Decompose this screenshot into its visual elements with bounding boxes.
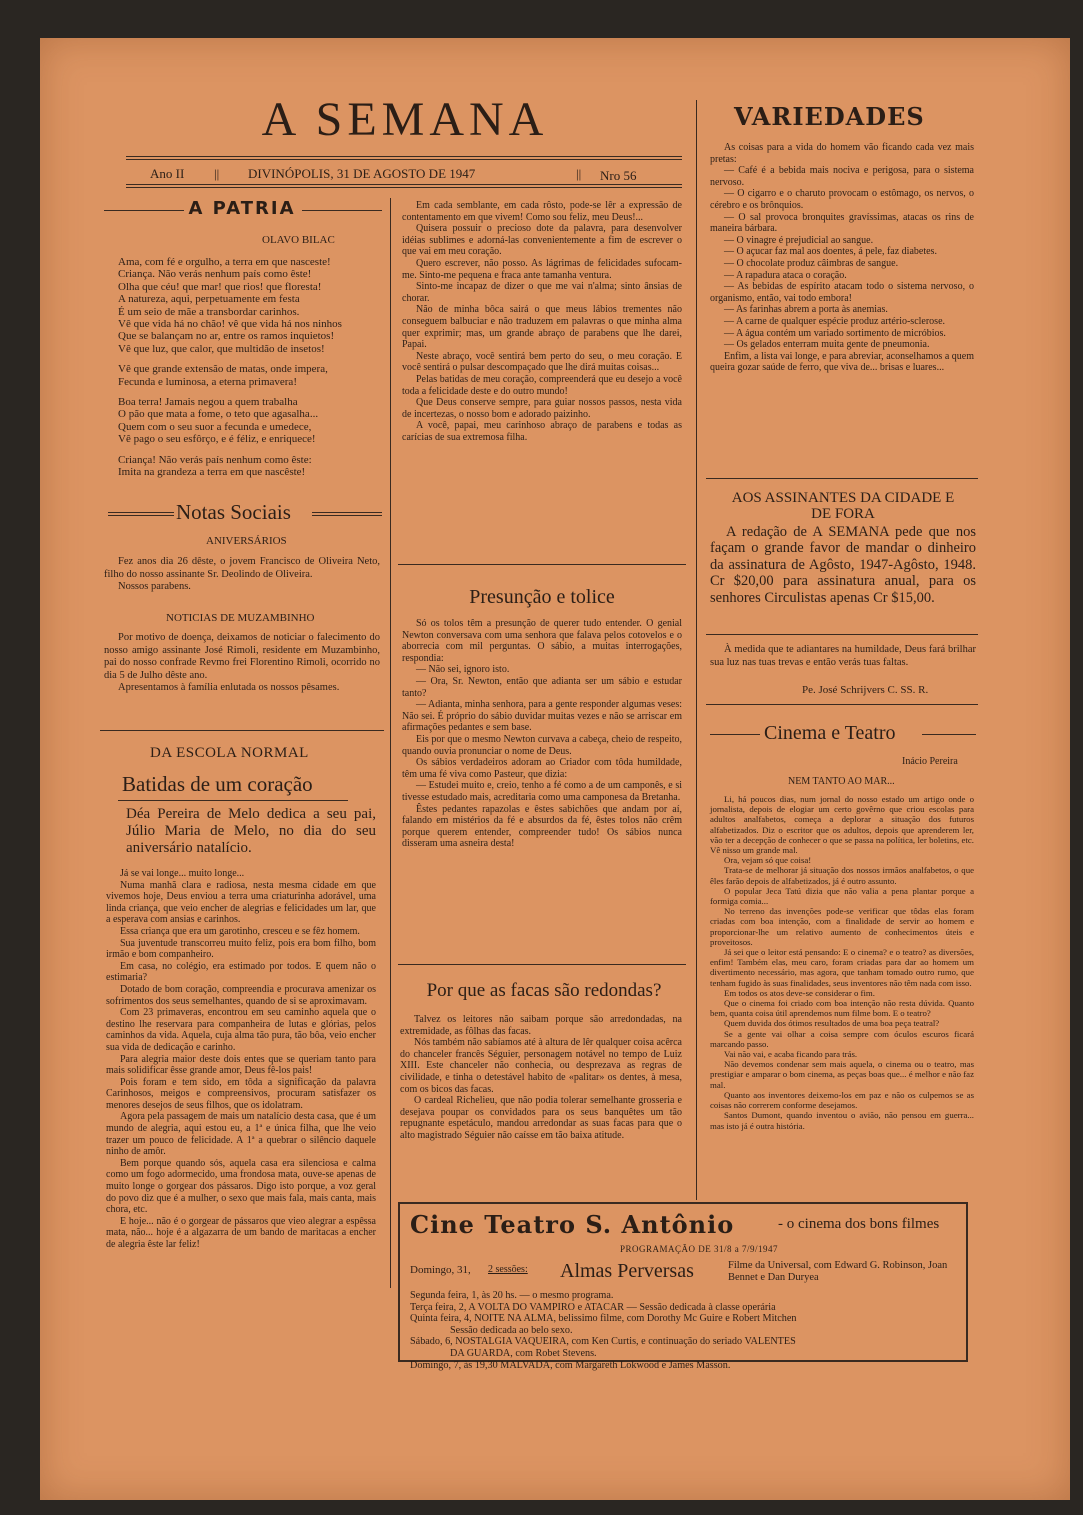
section-rule bbox=[398, 564, 686, 565]
assinantes-quote: À medida que te adiantares na humildade, Deus fará brilhar sua luz nas tuas trevas e então verás tuas faltas. bbox=[710, 644, 976, 668]
escola-dedication: Déa Pereira de Melo dedica a seu pai, Júlio Maria de Melo, no dia do seu aniversário natalício. bbox=[126, 806, 376, 856]
cinema-body bbox=[710, 794, 974, 1131]
masthead-divider: || bbox=[576, 166, 582, 181]
variedades-paragraph: — A carne de qualquer espécie produz artério-sclerose. bbox=[724, 315, 946, 327]
continuation-paragraph: Quisera possuir o precioso dote da palavra, para desenvolver idéias sublimes e adorná-las convenientemente a fim de escrever o que vai em meu coração. bbox=[402, 223, 682, 258]
facas-title: Por que as facas são redondas? bbox=[426, 980, 662, 1001]
cine-ad-box bbox=[398, 1202, 968, 1371]
cinema-paragraph: Não devemos condenar sem mais aquela, o cinema ou o teatro, mas prestigiar e amparar o bom cinema, as peças boas que... é melhor e não faz mal. bbox=[710, 1059, 974, 1090]
notas-aniv-head: ANIVERSÁRIOS bbox=[206, 535, 287, 547]
variedades-paragraph: — O sal provoca bronquites gravíssimas, atacas os rins de maneira bárbara. bbox=[710, 211, 974, 235]
escola-head: DA ESCOLA NORMAL bbox=[150, 745, 309, 761]
variedades-paragraph: — O chocolate produz câimbras de sangue. bbox=[724, 257, 899, 269]
assinantes-title: AOS ASSINANTES DA CIDADE E DE FORA bbox=[731, 490, 955, 522]
variedades-paragraph: — Os gelados enterram muita gente de pneumonia. bbox=[724, 339, 930, 351]
variedades-paragraph: — Café é a bebida mais nociva e perigosa, para o sistema nervoso. bbox=[710, 165, 974, 188]
poem-line: É um seio de mãe a transbordar carinhos. bbox=[118, 305, 300, 318]
cinema-title: Cinema e Teatro bbox=[764, 722, 896, 744]
poem-line: Ama, com fé e orgulho, a terra em que nasceste! bbox=[118, 256, 331, 268]
cinema-paragraph: Em todos os atos deve-se considerar o fim. bbox=[724, 987, 875, 998]
masthead-divider: || bbox=[214, 166, 220, 181]
section-rule bbox=[398, 964, 686, 965]
escola-paragraph: Em casa, no colégio, era estimado por todos. E quem não o estimaria? bbox=[106, 960, 376, 984]
cine-ad-name: Cine Teatro S. Antônio bbox=[410, 1210, 735, 1239]
assinantes-text: A redação de A SEMANA pede que nos façam o grande favor de mandar o dinheiro da assinatura de Agôsto, 1947-Agôsto, 1948. Cr $20,00 para assinatura anual, para os senhores Circulistas apenas Cr $15,00. bbox=[710, 524, 976, 606]
cine-ad-line: Sábado, 6, NOSTALGIA VAQUEIRA, com Ken Curtis, e continuação do seriado VALENTES bbox=[410, 1336, 796, 1348]
poem-line: Olha que céu! que mar! que rios! que floresta! bbox=[118, 280, 322, 293]
masthead-rule-bottom bbox=[126, 184, 682, 188]
escola-paragraph: Essa criança que era um garotinho, cresceu e se fêz homem. bbox=[120, 925, 360, 937]
section-rule bbox=[312, 512, 382, 516]
cinema-paragraph: Se a gente vai olhar a coisa sempre com óculos escuros ficará marcando passo. bbox=[710, 1028, 974, 1049]
notas-aniv bbox=[104, 556, 380, 594]
section-rule bbox=[108, 512, 174, 516]
cine-ad-line: DA GUARDA, com Robet Stevens. bbox=[450, 1347, 597, 1359]
cinema-paragraph: Santos Dumont, quando inventou o avião, não pensou em guerra... mas isto já é outra história. bbox=[710, 1110, 974, 1131]
notas-muz-text2: Apresentamos à família enlutada os nossos pêsames. bbox=[118, 682, 340, 694]
masthead-number: Nro 56 bbox=[600, 168, 637, 183]
cine-ad-line: Terça feira, 2, A VOLTA DO VAMPIRO e ATACAR — Sessão dedicada à classe operária bbox=[410, 1301, 776, 1313]
poem-line: Boa terra! Jamais negou a quem trabalha bbox=[118, 396, 298, 409]
notas-muz-head: NOTICIAS DE MUZAMBINHO bbox=[166, 612, 315, 624]
patria-author: OLAVO BILAC bbox=[262, 234, 335, 246]
poem-line: Imita na grandeza a terra em que nascêste! bbox=[118, 466, 306, 479]
cinema-paragraph: Que o cinema foi criado com boa intenção não resta dúvida. Quanto bem, quanta coisa útil aprendemos num filme bom. E o teatro? bbox=[710, 998, 974, 1019]
stanza-gap bbox=[118, 388, 386, 396]
escola-paragraph: E hoje... não é o gorgear de pássaros que vieo alegrar a espêssa mata, não... hoje é a algazarra de um bando de maritacas a encher de alegria êste lar feliz! bbox=[106, 1215, 376, 1250]
ornament-rule bbox=[710, 734, 760, 735]
cinema-subtitle: NEM TANTO AO MAR... bbox=[788, 776, 895, 787]
escola-title: Batidas de um coração bbox=[122, 772, 313, 796]
cine-ad-feature-info: Filme da Universal, com Edward G. Robinson, Joan Bennet e Dan Duryea bbox=[728, 1260, 948, 1283]
cine-ad-sunday: Domingo, 31, bbox=[410, 1264, 471, 1276]
escola-paragraph: Dotado de bom coração, compreendia e procurava amenizar os sofrimentos dos seus semelhantes, quando de si se aproximavam. bbox=[106, 983, 376, 1007]
variedades-title: VARIEDADES bbox=[734, 102, 925, 131]
masthead-year: Ano II bbox=[150, 166, 185, 181]
cine-ad-lines bbox=[410, 1290, 960, 1371]
cinema-paragraph: Li, há poucos dias, num jornal do nosso estado um artigo onde o jornalista, depois de elogiar um certo govêrno que criou escolas para adultos analfabetos, começa a deplorar a situação dos futuros alfabetizados. Diz o escritor que os adultos, depois que aprenderem ler, vão ter a decepção de conhecer o que se passa na política, ler boletins, etc. Vê nisso um grande mal. bbox=[710, 794, 974, 856]
continuation-paragraph: Neste abraço, você sentirá bem perto do seu, o meu coração. E você sentirá o pulsar descompaçado que lhe dirá muitas coisas... bbox=[402, 350, 682, 374]
poem-line: Quem com o seu suor a fecunda e umedece, bbox=[118, 420, 312, 433]
cinema-paragraph: O popular Jeca Tatú dizia que não valia a pena plantar porque a formiga comia... bbox=[710, 885, 974, 907]
escola-paragraph: Já se vai longe... muito longe... bbox=[120, 868, 245, 879]
stanza-gap bbox=[118, 355, 386, 363]
variedades-paragraph: — A rapadura ataca o coração. bbox=[724, 269, 847, 281]
poem-line: Vê pago o seu esfôrço, e é féliz, e enriquece! bbox=[118, 433, 316, 446]
masthead-city-date: DIVINÓPOLIS, 31 DE AGOSTO DE 1947 bbox=[248, 166, 476, 181]
facas-paragraph: Talvez os leitores não saibam porque são arredondadas, na extremidade, as fôlhas das facas. bbox=[400, 1014, 682, 1037]
presuncao-paragraph: Só os tolos têm a presunção de querer tudo entender. O genial Newton conversava com uma senhora que falava pelos cotovelos e o aborrecia com mil perguntas. O sábio, a muitas interrogações, respondia: bbox=[402, 618, 682, 664]
ornament-rule bbox=[104, 210, 184, 211]
cinema-paragraph: Trata-se de melhorar já situação dos nossos irmãos analfabetos, o que êles farão depois de alfabetizados, já é outro assunto. bbox=[710, 865, 974, 886]
presuncao-paragraph: — Adianta, minha senhora, para a gente responder algumas veses: Não sei. É próprio do sábio duvidar muitas vezes e não se arriscar em afirmações pedantes e sem base. bbox=[402, 699, 682, 734]
cine-ad-tagline: - o cinema dos bons filmes bbox=[778, 1216, 940, 1232]
notas-aniv-text2: Nossos parabens. bbox=[118, 581, 191, 593]
presuncao-paragraph: — Ora, Sr. Newton, então que adianta ser um sábio e estudar tanto? bbox=[402, 675, 682, 699]
notas-title: Notas Sociais bbox=[176, 500, 291, 524]
variedades-paragraph: — O açucar faz mal aos doentes, á pele, faz diabetes. bbox=[724, 246, 937, 258]
cine-ad-sessions: 2 sessões: bbox=[488, 1264, 528, 1275]
escola-paragraph: Com 23 primaveras, encontrou em seu caminho aquela que o destino lhe reservara para companheira de lutas e glórias, pelos caminhos da vida. Aquela, cuja alma tão pura, tão bôa, veio encher sua vida de dedicação e carinho. bbox=[106, 1007, 376, 1053]
section-rule bbox=[100, 730, 384, 731]
poem-line: Vê que vida há no chão! vê que vida há nos ninhos bbox=[118, 318, 342, 331]
assinantes-signature: Pe. José Schrijvers C. SS. R. bbox=[802, 684, 929, 696]
section-rule bbox=[706, 478, 978, 479]
column-rule bbox=[390, 198, 391, 1288]
poem-line: Vê que luz, que calor, que multidão de insetos! bbox=[118, 342, 325, 355]
cine-ad-line: Quinta feira, 4, NOITE NA ALMA, belissimo filme, com Dorothy Mc Guire e Robert Mitchen bbox=[410, 1313, 797, 1325]
cinema-paragraph: No terreno das invenções pode-se verificar que tôdas elas foram criadas com boa intenção, com a finalidade de servir ao homem e proporcionar-lhe um relativo aumento de conhecimentos úteis e proveitosos. bbox=[710, 906, 974, 947]
variedades-paragraph: — O vinagre é prejudicial ao sangue. bbox=[724, 234, 874, 246]
presuncao-paragraph: — Estudei muito e, creio, tenho a fé como a de um camponês, e si tivesse estudado mais, acreditaria como uma camponesa da Bretanha. bbox=[402, 780, 682, 803]
escola-paragraph: Numa manhã clara e radiosa, nesta mesma cidade em que vivemos hoje, Deus enviou a terra uma criaturinha adorável, uma linda criança, que veio encher de alegrias e felicidades um lar, que a esperava com ansias e carinhos. bbox=[106, 879, 376, 926]
poem-line: Criança! Não verás país nenhum como êste: bbox=[118, 453, 312, 466]
cinema-paragraph: Ora, vejam só que coisa! bbox=[724, 855, 812, 866]
cinema-paragraph: Quanto aos inventores deixemo-los em paz e não os culpemos se as coisas não correrem conforme desejamos. bbox=[710, 1089, 974, 1111]
cinema-author: Inácio Pereira bbox=[902, 756, 958, 767]
presuncao-paragraph: Êstes pedantes rapazolas e êstes sabichões que andam por aí, falando em mistérios da fé e absurdos da fé, êstes tolos não crêm porque querem entender, compreender tudo! Os sábios nunca disseram uma asneira desta! bbox=[402, 803, 682, 850]
variedades-paragraph: As coisas para a vida do homem vão ficando cada vez mais pretas: bbox=[710, 142, 974, 165]
notas-aniv-text: Fez anos dia 26 dêste, o jovem Francisco de Oliveira Neto, filho do nosso assinante Sr. Deolindo de Oliveira. bbox=[104, 556, 380, 580]
ornament-rule bbox=[922, 734, 976, 735]
poem-line: O pão que mata a fome, o teto que agasalha... bbox=[118, 408, 319, 421]
variedades-paragraph: — A água contém um variado sortimento de micróbios. bbox=[724, 327, 946, 339]
facas-paragraph: O cardeal Richelieu, que não podia tolerar semelhante grosseria e desejava poupar os convidados para os seus banquêtes um tão repugnante espetáculo, mandou arredondar as suas facas para que o alto magistrado Séguier não caísse em tão baixa atitude. bbox=[400, 1095, 682, 1141]
notas-muz-text: Por motivo de doença, deixamos de noticiar o falecimento do nosso amigo assinante José Rimoli, residente em Muzambinho, pai do nosso confrade Revmo frei Florentino Rimoli, ocorrido no dia 5 de Julho dêste ano. bbox=[104, 632, 380, 681]
cine-ad-line: Sessão dedicada ao belo sexo. bbox=[450, 1324, 573, 1336]
cinema-paragraph: Vai não vai, e acaba ficando para trás. bbox=[724, 1049, 858, 1060]
poem-line: Fecunda e luminosa, a eterna primavera! bbox=[118, 375, 297, 388]
facas-body bbox=[400, 1014, 682, 1142]
escola-paragraph: Pois foram e tem sido, em tôda a significação da palavra Carinhosos, meigos e compreensivos, procuram satisfazer os menores desejos de seus filhos, que os idolatram. bbox=[106, 1076, 376, 1111]
continuation-paragraph: Em cada semblante, em cada rôsto, pode-se lêr a expressão de contentamento em que vivem! Como sou feliz, meu Deus!... bbox=[402, 200, 682, 223]
masthead-title: A SEMANA bbox=[261, 93, 549, 146]
variedades-paragraph: — As bebidas de espírito atacam todo o sistema nervoso, o organismo, então, vai todo embora! bbox=[710, 281, 974, 304]
variedades-body bbox=[710, 142, 974, 374]
ornament-rule bbox=[302, 210, 382, 211]
patria-poem bbox=[118, 256, 386, 479]
continuation-paragraph: A você, papai, meu carinhoso abraço de parabens e todas as carícias de sua extremosa filha. bbox=[402, 420, 682, 443]
stanza-gap bbox=[118, 446, 386, 454]
cine-ad-line: Segunda feira, 1, às 20 hs. — o mesmo programa. bbox=[410, 1290, 614, 1301]
continuation-paragraph: Sinto-me incapaz de dizer o que me vai n'alma; sinto ânsias de chorar. bbox=[402, 281, 682, 304]
notas-muz bbox=[104, 632, 380, 695]
cine-ad-line: Domingo, 7, às 19,30 MALVADA, com Margareth Lokwood e James Masson. bbox=[410, 1359, 731, 1371]
poem-line: Vê que grande extensão de matas, onde impera, bbox=[118, 363, 328, 376]
continuation-paragraph: Que Deus conserve sempre, para guiar nossos passos, nesta vida de incertezas, o nosso bom e adorado paizinho. bbox=[402, 397, 682, 420]
poem-line: Criança. Não verás nenhum país como êste! bbox=[118, 268, 312, 281]
presuncao-paragraph: Eis por que o mesmo Newton curvava a cabeça, cheio de respeito, quando ouvia pronunciar o nome de Deus. bbox=[402, 733, 682, 757]
variedades-paragraph: — O cigarro e o charuto provocam o estômago, os nervos, o cérebro e os brônquios. bbox=[710, 188, 974, 211]
escola-body bbox=[106, 868, 376, 1251]
masthead-rule-top bbox=[126, 156, 682, 160]
escola-paragraph: Agora pela passagem de mais um natalício desta casa, que é um mundo de alegria, aqui estou eu, a 1ª e única filha, que lhe veio trazer um pouco de felicidade. A 1ª a quebrar o silêncio daquele ninho de amôr. bbox=[106, 1111, 376, 1158]
continuation-paragraph: Quero escrever, não posso. As lágrimas de felicidades sufocam-me. Sinto-me pequena e fraca ante tamanha ventura. bbox=[402, 257, 682, 281]
escola-paragraph: Para alegria maior deste dois entes que se queriam tanto para mais solidificar êsse grande amor, Deus fê-los pais! bbox=[106, 1053, 376, 1077]
variedades-paragraph: Enfim, a lista vai longe, e para abreviar, aconselhamos a quem queira gozar saúde de ferro, que viva de... brisas e luares... bbox=[710, 350, 974, 374]
newspaper-page bbox=[40, 38, 1070, 1500]
cine-ad-feature: Almas Perversas bbox=[560, 1260, 694, 1282]
variedades-paragraph: — As farinhas abrem a porta às anemias. bbox=[724, 304, 888, 316]
poem-line: A natureza, aqui, perpetuamente em festa bbox=[118, 293, 300, 306]
title-underline bbox=[118, 800, 348, 801]
cinema-paragraph: Já sei que o leitor está pensando: E o cinema? e o teatro? as diversões, enfim! Também elas, meu caro, foram criadas para dar ao homem um divertimento necessário, mas agora, que tanham tomado outro rumo, que tenham fugido às suas finalidades, seus inventores não têm nada com isso. bbox=[710, 947, 974, 988]
continuation-paragraph: Não de minha bôca sairá o que meus lábios trementes não conseguem balbuciar e não traduzem em palavras o que minha alma quer exprimir; mas, um grande abraço de parabens que lhe darei, Papai. bbox=[402, 304, 682, 351]
presuncao-body bbox=[402, 618, 682, 850]
cinema-paragraph: Quem duvida dos ótimos resultados de uma boa peça teatral? bbox=[724, 1018, 940, 1029]
presuncao-title: Presunção e tolice bbox=[469, 586, 615, 608]
escola-paragraph: Bem porque quando sós, aquela casa era silenciosa e calma como um fogo adormecido, uma frondosa mata, ouve-se apenas de muito longe o gorgear dos pássaros. Digo isto porque, a voz geral do povo diz que é a mulher, o sexo que mais fala, mais canta, mais chora, etc. bbox=[106, 1157, 376, 1216]
presuncao-paragraph: Os sábios verdadeiros adoram ao Criador com tôda humildade, têm uma fé viva como Pasteur, que dizia: bbox=[402, 757, 682, 780]
poem-line: Que se balançam no ar, entre os ramos inquietos! bbox=[118, 330, 335, 343]
column-rule bbox=[696, 100, 697, 1200]
section-rule bbox=[706, 634, 978, 635]
cine-ad-program: PROGRAMAÇÃO DE 31/8 a 7/9/1947 bbox=[620, 1244, 779, 1254]
facas-paragraph: Nós também não sabíamos até à altura de lêr qualquer coisa acêrca do chanceler francês Séguier, personagem notável no tempo de Luiz XIII. Este chanceler não conhecia, ou desprezava as regras de civilidade, e tinha o detestável habito de «palitar» os dentes, à mesa, com os bicos das facas. bbox=[400, 1037, 682, 1095]
escola-paragraph: Sua juventude transcorreu muito feliz, pois era bom filho, bom irmão e bom companheiro. bbox=[106, 937, 376, 961]
continuation-body bbox=[402, 200, 682, 443]
patria-title: A PATRIA bbox=[188, 198, 296, 219]
presuncao-paragraph: — Não sei, ignoro isto. bbox=[416, 664, 510, 676]
section-rule bbox=[706, 704, 978, 705]
continuation-paragraph: Pelas batidas de meu coração, compreenderá que eu desejo a você toda a felicidade deste e do outro mundo! bbox=[402, 373, 682, 397]
